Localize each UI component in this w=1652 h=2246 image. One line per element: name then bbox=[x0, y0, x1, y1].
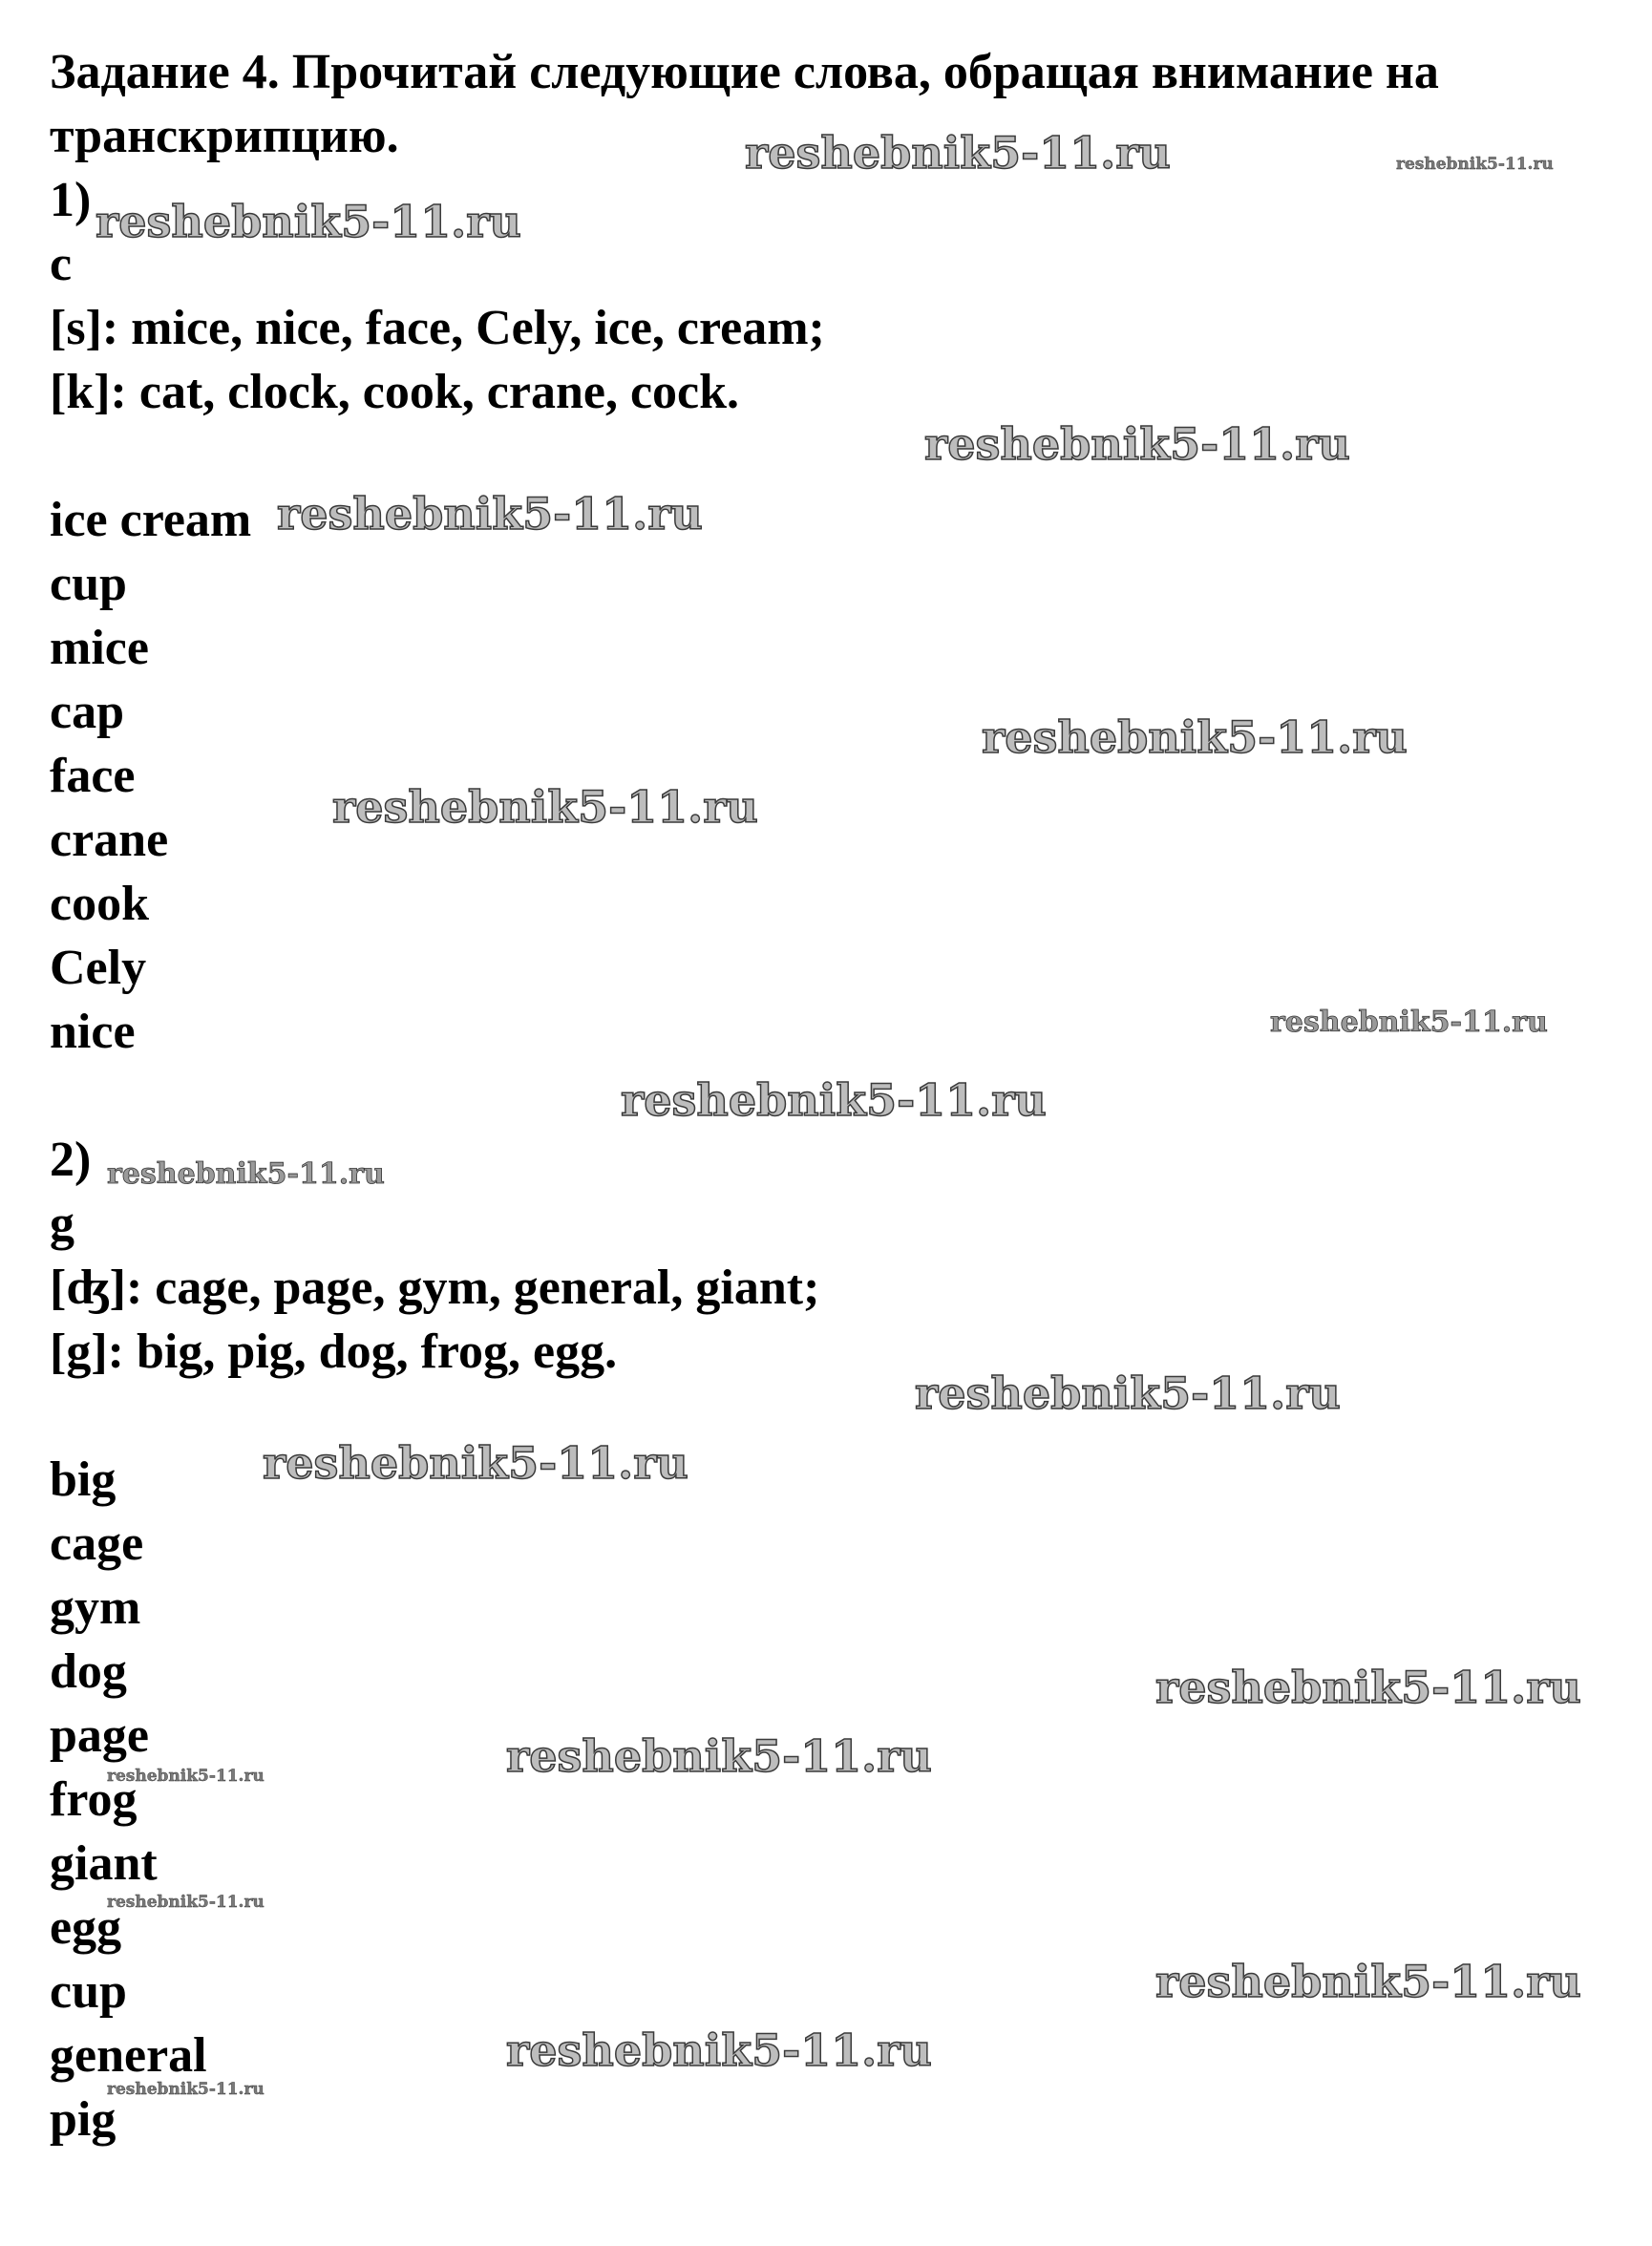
part2-number: 2) bbox=[50, 1133, 92, 1187]
part2-letter: g bbox=[50, 1197, 74, 1251]
part1-rule-k: [k]: cat, clock, cook, crane, cock. bbox=[50, 365, 740, 419]
part1-word: face bbox=[50, 749, 136, 803]
part1-word: crane bbox=[50, 813, 169, 867]
part2-word: dog bbox=[50, 1644, 127, 1699]
watermark: reshebnik5-11.ru bbox=[506, 2024, 932, 2076]
watermark: reshebnik5-11.ru bbox=[332, 781, 758, 833]
watermark: reshebnik5-11.ru bbox=[1396, 155, 1554, 174]
watermark: reshebnik5-11.ru bbox=[107, 1157, 385, 1191]
watermark: reshebnik5-11.ru bbox=[1155, 1956, 1581, 2007]
task-title-line-2: транскрипцию. bbox=[50, 109, 399, 163]
watermark: reshebnik5-11.ru bbox=[745, 127, 1171, 179]
watermark: reshebnik5-11.ru bbox=[1270, 1006, 1548, 1039]
part1-word: nice bbox=[50, 1005, 136, 1059]
part2-word: cup bbox=[50, 1964, 127, 2019]
part2-word: egg bbox=[50, 1900, 122, 1955]
part2-word: page bbox=[50, 1708, 149, 1763]
watermark: reshebnik5-11.ru bbox=[982, 711, 1408, 763]
part1-word: cup bbox=[50, 557, 127, 611]
watermark: reshebnik5-11.ru bbox=[95, 196, 521, 247]
part1-word: mice bbox=[50, 621, 149, 675]
watermark: reshebnik5-11.ru bbox=[621, 1074, 1047, 1126]
watermark: reshebnik5-11.ru bbox=[506, 1730, 932, 1782]
watermark: reshebnik5-11.ru bbox=[107, 2080, 265, 2099]
part2-word: cage bbox=[50, 1516, 144, 1571]
part2-rule-g: [g]: big, pig, dog, frog, egg. bbox=[50, 1324, 618, 1379]
part1-rule-s: [s]: mice, nice, face, Cely, ice, cream; bbox=[50, 301, 825, 355]
part2-word: giant bbox=[50, 1836, 158, 1891]
part2-word: general bbox=[50, 2028, 207, 2083]
watermark: reshebnik5-11.ru bbox=[263, 1437, 688, 1489]
part1-letter: c bbox=[50, 237, 73, 291]
part1-number: 1) bbox=[50, 173, 92, 227]
part2-word: big bbox=[50, 1452, 116, 1507]
task-title-line-1: Задание 4. Прочитай следующие слова, обращая внимание на bbox=[50, 45, 1439, 99]
part1-word: cook bbox=[50, 877, 149, 931]
watermark: reshebnik5-11.ru bbox=[924, 418, 1350, 470]
watermark: reshebnik5-11.ru bbox=[107, 1767, 265, 1786]
part2-word: frog bbox=[50, 1772, 138, 1827]
watermark: reshebnik5-11.ru bbox=[107, 1893, 265, 1912]
part1-word: Cely bbox=[50, 941, 147, 995]
part1-word: cap bbox=[50, 685, 124, 739]
part2-word: gym bbox=[50, 1580, 141, 1635]
part2-word: pig bbox=[50, 2092, 116, 2147]
watermark: reshebnik5-11.ru bbox=[277, 488, 703, 540]
watermark: reshebnik5-11.ru bbox=[915, 1367, 1341, 1419]
part2-rule-dz: [ʤ]: cage, page, gym, general, giant; bbox=[50, 1261, 820, 1315]
part1-word: ice cream bbox=[50, 493, 252, 547]
watermark: reshebnik5-11.ru bbox=[1155, 1662, 1581, 1713]
